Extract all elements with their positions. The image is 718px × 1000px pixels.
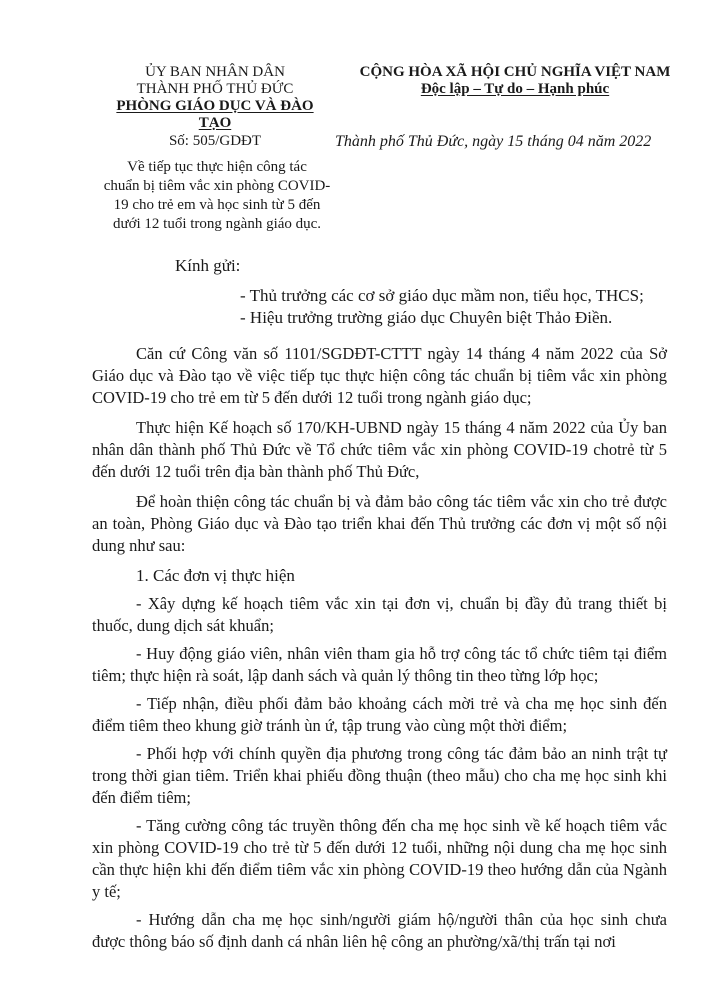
subject-line: dưới 12 tuổi trong ngành giáo dục. bbox=[112, 216, 322, 232]
list-item: - Phối hợp với chính quyền địa phương trong công tác đảm bảo an ninh trật tự trong thời gian tiêm. Triển khai phiếu đồng thuận (theo mẫu) cho cha mẹ học sinh khi đến điểm tiêm; bbox=[92, 744, 667, 807]
recipient-item: - Hiệu trưởng trường giáo dục Chuyên biệt Thảo Điền. bbox=[240, 308, 613, 327]
recipient-list bbox=[240, 285, 690, 329]
issuer-line-1: ỦY BAN NHÂN DÂN bbox=[145, 64, 285, 80]
body-paragraph: Căn cứ Công văn số 1101/SGDĐT-CTTT ngày 14 tháng 4 năm 2022 của Sở Giáo dục và Đào tạo về việc tiếp tục thực hiện công tác chuẩn bị tiêm vắc xin phòng COVID-19 cho trẻ em từ 5 đến dưới 12 tuổi trong ngành giáo dục; bbox=[92, 344, 667, 407]
body-paragraph: Thực hiện Kế hoạch số 170/KH-UBND ngày 15 tháng 4 năm 2022 của Ủy ban nhân dân thành phố Thủ Đức về Tổ chức tiêm vắc xin phòng COVID-19 chotrẻ từ 5 đến dưới 12 tuổi trên địa bàn thành phố Thủ Đức, bbox=[92, 418, 667, 481]
subject-line: chuẩn bị tiêm vắc xin phòng COVID- bbox=[103, 178, 331, 194]
recipient-item: - Thủ trưởng các cơ sở giáo dục mầm non, tiểu học, THCS; bbox=[240, 286, 644, 305]
salutation: Kính gửi: bbox=[175, 256, 241, 275]
national-motto: Độc lập – Tự do – Hạnh phúc bbox=[420, 81, 610, 97]
subject-line: 19 cho trẻ em và học sinh từ 5 đến bbox=[113, 197, 321, 213]
list-item: - Xây dựng kế hoạch tiêm vắc xin tại đơn vị, chuẩn bị đầy đủ trang thiết bị thuốc, dung dịch sát khuẩn; bbox=[92, 594, 667, 635]
document-number: Số: 505/GDĐT bbox=[168, 133, 262, 149]
list-item: - Tăng cường công tác truyền thông đến cha mẹ học sinh về kế hoạch tiêm vắc xin phòng COVID-19 cho trẻ từ 5 đến dưới 12 tuổi, những nội dung cha mẹ học sinh cần thực hiện khi đến điểm tiêm vắc xin phòng COVID-19 theo hướng dẫn của Ngành y tế; bbox=[92, 816, 667, 901]
document-subject bbox=[88, 158, 346, 234]
list-item: - Tiếp nhận, điều phối đảm bảo khoảng cách mời trẻ và cha mẹ học sinh đến điểm tiêm theo khung giờ tránh ùn ứ, tập trung vào cùng một thời điểm; bbox=[92, 694, 667, 735]
document-date: Thành phố Thủ Đức, ngày 15 tháng 04 năm 2022 bbox=[335, 133, 652, 150]
list-item: - Huy động giáo viên, nhân viên tham gia hỗ trợ công tác tổ chức tiêm tại điểm tiêm; thực hiện rà soát, lập danh sách và quản lý thông tin theo từng lớp học; bbox=[92, 644, 667, 685]
issuer-header bbox=[100, 64, 330, 132]
list-item: - Hướng dẫn cha mẹ học sinh/người giám hộ/người thân của học sinh chưa được thông báo số định danh cá nhân liên hệ công an phường/xã/thị trấn tại nơi bbox=[92, 910, 667, 951]
document-body bbox=[92, 343, 667, 959]
issuer-department: PHÒNG GIÁO DỤC VÀ ĐÀO TẠO bbox=[116, 98, 314, 131]
national-header bbox=[345, 64, 685, 98]
issuer-line-2: THÀNH PHỐ THỦ ĐỨC bbox=[136, 81, 294, 97]
national-title: CỘNG HÒA XÃ HỘI CHỦ NGHĨA VIỆT NAM bbox=[359, 64, 671, 80]
section-heading: 1. Các đơn vị thực hiện bbox=[136, 566, 295, 585]
body-paragraph: Để hoàn thiện công tác chuẩn bị và đảm bảo công tác tiêm vắc xin cho trẻ được an toàn, Phòng Giáo dục và Đào tạo triển khai đến Thủ trưởng các đơn vị một số nội dung như sau: bbox=[92, 492, 667, 555]
subject-line: Về tiếp tục thực hiện công tác bbox=[127, 159, 307, 175]
